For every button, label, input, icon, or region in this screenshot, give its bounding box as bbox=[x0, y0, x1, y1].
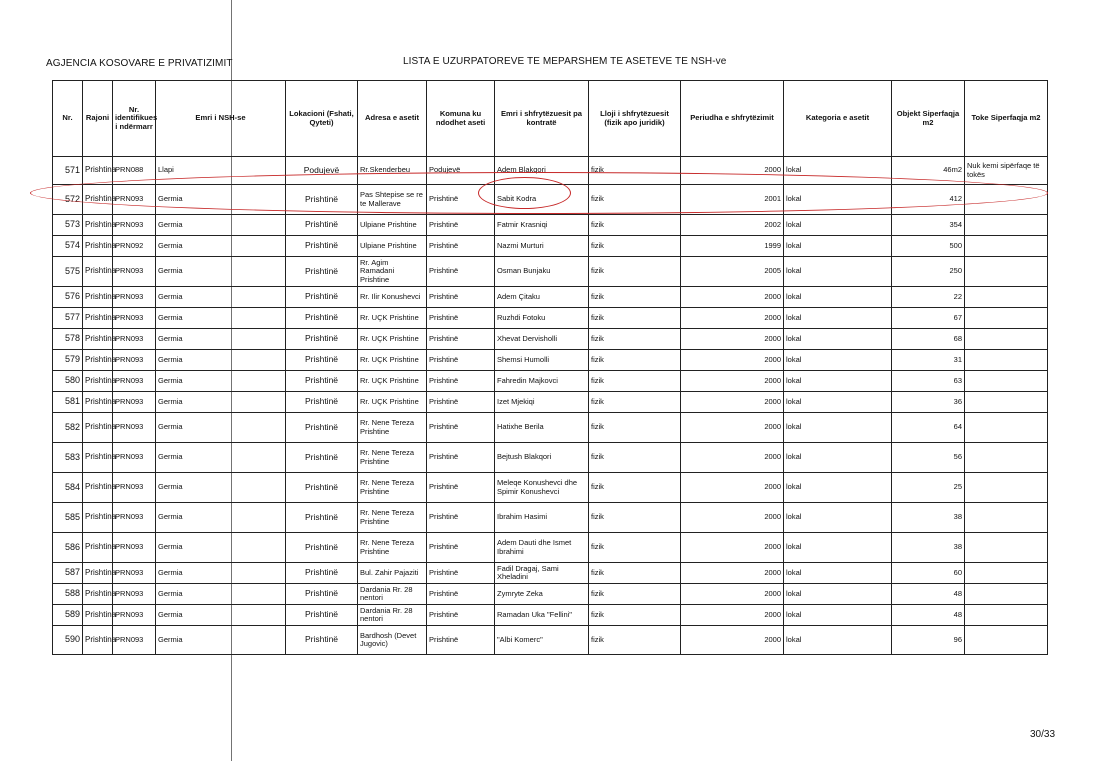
row-number: 584 bbox=[53, 473, 83, 503]
row-category: lokal bbox=[784, 413, 892, 443]
row-period: 2000 bbox=[681, 329, 784, 350]
row-user-name: Zymryte Zeka bbox=[495, 584, 589, 605]
row-category: lokal bbox=[784, 503, 892, 533]
row-period: 2000 bbox=[681, 287, 784, 308]
row-object-area: 67 bbox=[892, 308, 965, 329]
row-user-name: Xhevat Dervisholli bbox=[495, 329, 589, 350]
row-municipality: Prishtinë bbox=[427, 626, 495, 655]
table-row bbox=[53, 605, 1048, 626]
row-location: Prishtinë bbox=[286, 533, 358, 563]
row-period: 1999 bbox=[681, 236, 784, 257]
row-location: Prishtinë bbox=[286, 236, 358, 257]
row-category: lokal bbox=[784, 473, 892, 503]
row-enterprise-id: PRN093 bbox=[113, 503, 156, 533]
row-category: lokal bbox=[784, 185, 892, 215]
row-category: lokal bbox=[784, 626, 892, 655]
row-user-name: Hatixhe Berila bbox=[495, 413, 589, 443]
row-address: Dardania Rr. 28 nentori bbox=[358, 605, 427, 626]
page-number: 30/33 bbox=[1030, 729, 1056, 740]
row-address: Rr.Skenderbeu bbox=[358, 157, 427, 185]
row-land-area bbox=[965, 215, 1048, 236]
row-nsh-name: Germia bbox=[156, 563, 286, 584]
table-row bbox=[53, 563, 1048, 584]
table-row bbox=[53, 503, 1048, 533]
row-object-area: 22 bbox=[892, 287, 965, 308]
row-object-area: 38 bbox=[892, 533, 965, 563]
row-region: Prishtina bbox=[83, 605, 113, 626]
row-municipality: Prishtinë bbox=[427, 584, 495, 605]
row-region: Prishtina bbox=[83, 533, 113, 563]
row-location: Prishtinë bbox=[286, 443, 358, 473]
row-land-area bbox=[965, 605, 1048, 626]
table-row bbox=[53, 371, 1048, 392]
row-region: Prishtina bbox=[83, 503, 113, 533]
row-period: 2000 bbox=[681, 413, 784, 443]
table-row bbox=[53, 392, 1048, 413]
table-row bbox=[53, 626, 1048, 655]
row-user-name: Sabit Kodra bbox=[495, 185, 589, 215]
row-municipality: Prishtinë bbox=[427, 350, 495, 371]
row-user-type: fizik bbox=[589, 626, 681, 655]
row-user-name: Adem Blakqori bbox=[495, 157, 589, 185]
row-number: 585 bbox=[53, 503, 83, 533]
row-object-area: 46m2 bbox=[892, 157, 965, 185]
row-nsh-name: Germia bbox=[156, 413, 286, 443]
row-enterprise-id: PRN093 bbox=[113, 563, 156, 584]
row-period: 2000 bbox=[681, 308, 784, 329]
row-municipality: Prishtinë bbox=[427, 392, 495, 413]
row-user-type: fizik bbox=[589, 371, 681, 392]
row-municipality: Prishtinë bbox=[427, 473, 495, 503]
row-location: Prishtinë bbox=[286, 185, 358, 215]
row-municipality: Prishtinë bbox=[427, 605, 495, 626]
row-period: 2000 bbox=[681, 563, 784, 584]
table-row bbox=[53, 157, 1048, 185]
table-body bbox=[53, 157, 1048, 655]
row-location: Prishtinë bbox=[286, 308, 358, 329]
row-land-area bbox=[965, 308, 1048, 329]
row-municipality: Prishtinë bbox=[427, 287, 495, 308]
table-row bbox=[53, 350, 1048, 371]
column-header-object-area: Objekt Siperfaqja m2 bbox=[892, 81, 965, 157]
row-user-type: fizik bbox=[589, 413, 681, 443]
row-number: 572 bbox=[53, 185, 83, 215]
row-user-type: fizik bbox=[589, 157, 681, 185]
row-period: 2000 bbox=[681, 503, 784, 533]
row-category: lokal bbox=[784, 443, 892, 473]
row-user-type: fizik bbox=[589, 215, 681, 236]
row-object-area: 96 bbox=[892, 626, 965, 655]
table-row bbox=[53, 215, 1048, 236]
table-row bbox=[53, 257, 1048, 287]
column-header-address: Adresa e asetit bbox=[358, 81, 427, 157]
row-address: Rr. Ilir Konushevci bbox=[358, 287, 427, 308]
row-land-area bbox=[965, 626, 1048, 655]
row-category: lokal bbox=[784, 329, 892, 350]
row-number: 586 bbox=[53, 533, 83, 563]
row-category: lokal bbox=[784, 215, 892, 236]
row-region: Prishtina bbox=[83, 157, 113, 185]
row-address: Dardania Rr. 28 nentori bbox=[358, 584, 427, 605]
row-object-area: 60 bbox=[892, 563, 965, 584]
row-number: 575 bbox=[53, 257, 83, 287]
row-land-area bbox=[965, 371, 1048, 392]
row-enterprise-id: PRN093 bbox=[113, 584, 156, 605]
row-period: 2000 bbox=[681, 157, 784, 185]
row-user-name: Ruzhdi Fotoku bbox=[495, 308, 589, 329]
row-nsh-name: Germia bbox=[156, 626, 286, 655]
row-location: Prishtinë bbox=[286, 605, 358, 626]
row-municipality: Prishtinë bbox=[427, 185, 495, 215]
row-address: Bul. Zahir Pajaziti bbox=[358, 563, 427, 584]
row-location: Prishtinë bbox=[286, 257, 358, 287]
row-object-area: 63 bbox=[892, 371, 965, 392]
row-period: 2000 bbox=[681, 371, 784, 392]
row-object-area: 500 bbox=[892, 236, 965, 257]
row-enterprise-id: PRN093 bbox=[113, 473, 156, 503]
row-address: Bardhosh (Devet Jugovic) bbox=[358, 626, 427, 655]
row-object-area: 56 bbox=[892, 443, 965, 473]
table-row bbox=[53, 185, 1048, 215]
row-nsh-name: Germia bbox=[156, 185, 286, 215]
row-category: lokal bbox=[784, 236, 892, 257]
row-number: 577 bbox=[53, 308, 83, 329]
table-row bbox=[53, 236, 1048, 257]
row-number: 582 bbox=[53, 413, 83, 443]
table-row bbox=[53, 443, 1048, 473]
row-region: Prishtina bbox=[83, 215, 113, 236]
column-header-nsh-name: Emri i NSH-se bbox=[156, 81, 286, 157]
row-address: Pas Shtepise se re te Mallerave bbox=[358, 185, 427, 215]
row-user-name: Adem Çitaku bbox=[495, 287, 589, 308]
row-category: lokal bbox=[784, 257, 892, 287]
row-user-name: Fatmir Krasniqi bbox=[495, 215, 589, 236]
table-row bbox=[53, 308, 1048, 329]
row-category: lokal bbox=[784, 287, 892, 308]
row-address: Rr. Nene Tereza Prishtine bbox=[358, 473, 427, 503]
row-enterprise-id: PRN093 bbox=[113, 308, 156, 329]
table-row bbox=[53, 473, 1048, 503]
row-land-area bbox=[965, 503, 1048, 533]
row-location: Prishtinë bbox=[286, 413, 358, 443]
row-location: Prishtinë bbox=[286, 371, 358, 392]
row-enterprise-id: PRN092 bbox=[113, 236, 156, 257]
column-header-region: Rajoni bbox=[83, 81, 113, 157]
table-header-row bbox=[53, 81, 1048, 157]
row-user-name: Izet Mjekiqi bbox=[495, 392, 589, 413]
row-nsh-name: Germia bbox=[156, 533, 286, 563]
row-region: Prishtina bbox=[83, 626, 113, 655]
row-user-type: fizik bbox=[589, 329, 681, 350]
row-period: 2000 bbox=[681, 605, 784, 626]
row-municipality: Prishtinë bbox=[427, 503, 495, 533]
row-user-name: Meleqe Konushevci dhe Spimir Konushevci bbox=[495, 473, 589, 503]
row-location: Prishtinë bbox=[286, 473, 358, 503]
row-municipality: Prishtinë bbox=[427, 533, 495, 563]
row-enterprise-id: PRN093 bbox=[113, 443, 156, 473]
table-row bbox=[53, 329, 1048, 350]
row-enterprise-id: PRN093 bbox=[113, 626, 156, 655]
row-category: lokal bbox=[784, 350, 892, 371]
row-municipality: Prishtinë bbox=[427, 443, 495, 473]
column-header-user-name: Emri i shfrytëzuesit pa kontratë bbox=[495, 81, 589, 157]
row-land-area bbox=[965, 185, 1048, 215]
column-header-land-area: Toke Siperfaqja m2 bbox=[965, 81, 1048, 157]
row-nsh-name: Germia bbox=[156, 329, 286, 350]
organization-title: AGJENCIA KOSOVARE E PRIVATIZIMIT bbox=[46, 58, 233, 69]
row-user-type: fizik bbox=[589, 236, 681, 257]
row-address: Rr. UÇK Prishtine bbox=[358, 308, 427, 329]
row-nsh-name: Germia bbox=[156, 584, 286, 605]
usurpers-table bbox=[52, 80, 1048, 655]
row-location: Prishtinë bbox=[286, 626, 358, 655]
row-location: Prishtinë bbox=[286, 503, 358, 533]
row-municipality: Prishtinë bbox=[427, 413, 495, 443]
row-period: 2000 bbox=[681, 392, 784, 413]
row-location: Prishtinë bbox=[286, 584, 358, 605]
row-address: Rr. UÇK Prishtine bbox=[358, 371, 427, 392]
row-number: 583 bbox=[53, 443, 83, 473]
row-address: Ulpiane Prishtine bbox=[358, 215, 427, 236]
row-municipality: Prishtinë bbox=[427, 215, 495, 236]
row-region: Prishtina bbox=[83, 584, 113, 605]
row-user-type: fizik bbox=[589, 350, 681, 371]
row-location: Prishtinë bbox=[286, 392, 358, 413]
row-land-area bbox=[965, 257, 1048, 287]
table-row bbox=[53, 584, 1048, 605]
row-object-area: 354 bbox=[892, 215, 965, 236]
row-user-type: fizik bbox=[589, 287, 681, 308]
row-enterprise-id: PRN093 bbox=[113, 185, 156, 215]
row-category: lokal bbox=[784, 308, 892, 329]
row-object-area: 36 bbox=[892, 392, 965, 413]
row-nsh-name: Llapi bbox=[156, 157, 286, 185]
row-region: Prishtina bbox=[83, 350, 113, 371]
row-address: Rr. UÇK Prishtine bbox=[358, 392, 427, 413]
row-land-area: Nuk kemi sipërfaqe të tokës bbox=[965, 157, 1048, 185]
row-number: 589 bbox=[53, 605, 83, 626]
row-user-name: Nazmi Murturi bbox=[495, 236, 589, 257]
row-nsh-name: Germia bbox=[156, 215, 286, 236]
row-land-area bbox=[965, 473, 1048, 503]
row-address: Rr. Agim Ramadani Prishtine bbox=[358, 257, 427, 287]
row-object-area: 68 bbox=[892, 329, 965, 350]
row-period: 2002 bbox=[681, 215, 784, 236]
row-user-name: Ramadan Uka "Fellini" bbox=[495, 605, 589, 626]
column-header-enterprise-id: Nr. identifikues i ndërmarr bbox=[113, 81, 156, 157]
row-land-area bbox=[965, 563, 1048, 584]
row-number: 588 bbox=[53, 584, 83, 605]
row-municipality: Prishtinë bbox=[427, 236, 495, 257]
row-municipality: Prishtinë bbox=[427, 563, 495, 584]
column-header-category: Kategoria e asetit bbox=[784, 81, 892, 157]
row-land-area bbox=[965, 443, 1048, 473]
row-nsh-name: Germia bbox=[156, 257, 286, 287]
row-nsh-name: Germia bbox=[156, 605, 286, 626]
row-region: Prishtina bbox=[83, 473, 113, 503]
row-period: 2000 bbox=[681, 626, 784, 655]
row-user-name: Ibrahim Hasimi bbox=[495, 503, 589, 533]
row-category: lokal bbox=[784, 533, 892, 563]
row-user-type: fizik bbox=[589, 563, 681, 584]
row-address: Rr. UÇK Prishtine bbox=[358, 350, 427, 371]
row-municipality: Prishtinë bbox=[427, 371, 495, 392]
row-user-name: Osman Bunjaku bbox=[495, 257, 589, 287]
row-period: 2000 bbox=[681, 443, 784, 473]
row-land-area bbox=[965, 413, 1048, 443]
row-region: Prishtina bbox=[83, 185, 113, 215]
row-nsh-name: Germia bbox=[156, 236, 286, 257]
row-location: Prishtinë bbox=[286, 329, 358, 350]
row-number: 587 bbox=[53, 563, 83, 584]
row-enterprise-id: PRN093 bbox=[113, 605, 156, 626]
row-region: Prishtina bbox=[83, 563, 113, 584]
row-number: 571 bbox=[53, 157, 83, 185]
row-enterprise-id: PRN093 bbox=[113, 287, 156, 308]
table-row bbox=[53, 413, 1048, 443]
row-land-area bbox=[965, 584, 1048, 605]
row-enterprise-id: PRN093 bbox=[113, 533, 156, 563]
column-header-municipality: Komuna ku ndodhet aseti bbox=[427, 81, 495, 157]
row-object-area: 38 bbox=[892, 503, 965, 533]
row-number: 578 bbox=[53, 329, 83, 350]
row-user-type: fizik bbox=[589, 605, 681, 626]
row-object-area: 412 bbox=[892, 185, 965, 215]
row-municipality: Podujevë bbox=[427, 157, 495, 185]
row-object-area: 31 bbox=[892, 350, 965, 371]
row-number: 580 bbox=[53, 371, 83, 392]
row-enterprise-id: PRN093 bbox=[113, 329, 156, 350]
row-land-area bbox=[965, 392, 1048, 413]
row-region: Prishtina bbox=[83, 257, 113, 287]
row-period: 2000 bbox=[681, 350, 784, 371]
row-land-area bbox=[965, 236, 1048, 257]
row-user-name: Shemsi Humolli bbox=[495, 350, 589, 371]
row-nsh-name: Germia bbox=[156, 371, 286, 392]
row-enterprise-id: PRN093 bbox=[113, 413, 156, 443]
list-title: LISTA E UZURPATOREVE TE MEPARSHEM TE ASETEVE TE NSH-ve bbox=[403, 56, 727, 67]
row-enterprise-id: PRN093 bbox=[113, 392, 156, 413]
column-header-period: Periudha e shfrytëzimit bbox=[681, 81, 784, 157]
row-land-area bbox=[965, 533, 1048, 563]
row-region: Prishtina bbox=[83, 329, 113, 350]
row-location: Prishtinë bbox=[286, 563, 358, 584]
row-user-name: Adem Dauti dhe Ismet Ibrahimi bbox=[495, 533, 589, 563]
row-location: Prishtinë bbox=[286, 287, 358, 308]
row-object-area: 48 bbox=[892, 584, 965, 605]
row-user-type: fizik bbox=[589, 308, 681, 329]
row-address: Rr. Nene Tereza Prishtine bbox=[358, 443, 427, 473]
row-municipality: Prishtinë bbox=[427, 257, 495, 287]
row-object-area: 250 bbox=[892, 257, 965, 287]
row-region: Prishtina bbox=[83, 236, 113, 257]
row-user-name: Fahredin Majkovci bbox=[495, 371, 589, 392]
row-nsh-name: Germia bbox=[156, 503, 286, 533]
row-user-type: fizik bbox=[589, 443, 681, 473]
row-address: Rr. Nene Tereza Prishtine bbox=[358, 533, 427, 563]
row-user-type: fizik bbox=[589, 257, 681, 287]
row-nsh-name: Germia bbox=[156, 392, 286, 413]
row-number: 574 bbox=[53, 236, 83, 257]
row-region: Prishtina bbox=[83, 443, 113, 473]
column-header-location: Lokacioni (Fshati, Qyteti) bbox=[286, 81, 358, 157]
row-user-type: fizik bbox=[589, 503, 681, 533]
row-enterprise-id: PRN093 bbox=[113, 215, 156, 236]
row-nsh-name: Germia bbox=[156, 473, 286, 503]
row-region: Prishtina bbox=[83, 392, 113, 413]
row-enterprise-id: PRN088 bbox=[113, 157, 156, 185]
row-municipality: Prishtinë bbox=[427, 308, 495, 329]
row-region: Prishtina bbox=[83, 371, 113, 392]
row-object-area: 25 bbox=[892, 473, 965, 503]
row-period: 2000 bbox=[681, 473, 784, 503]
row-user-type: fizik bbox=[589, 185, 681, 215]
row-category: lokal bbox=[784, 563, 892, 584]
row-enterprise-id: PRN093 bbox=[113, 257, 156, 287]
row-period: 2005 bbox=[681, 257, 784, 287]
row-location: Prishtinë bbox=[286, 215, 358, 236]
row-period: 2000 bbox=[681, 584, 784, 605]
row-object-area: 64 bbox=[892, 413, 965, 443]
row-period: 2000 bbox=[681, 533, 784, 563]
row-address: Ulpiane Prishtine bbox=[358, 236, 427, 257]
row-address: Rr. UÇK Prishtine bbox=[358, 329, 427, 350]
row-land-area bbox=[965, 350, 1048, 371]
row-object-area: 48 bbox=[892, 605, 965, 626]
row-number: 573 bbox=[53, 215, 83, 236]
column-header-user-type: Lloji i shfrytëzuesit (fizik apo juridik) bbox=[589, 81, 681, 157]
row-nsh-name: Germia bbox=[156, 308, 286, 329]
row-enterprise-id: PRN093 bbox=[113, 350, 156, 371]
row-location: Podujevë bbox=[286, 157, 358, 185]
column-header-nr: Nr. bbox=[53, 81, 83, 157]
row-user-type: fizik bbox=[589, 392, 681, 413]
row-user-type: fizik bbox=[589, 473, 681, 503]
row-number: 590 bbox=[53, 626, 83, 655]
table-row bbox=[53, 533, 1048, 563]
row-category: lokal bbox=[784, 584, 892, 605]
row-region: Prishtina bbox=[83, 287, 113, 308]
table-row bbox=[53, 287, 1048, 308]
row-nsh-name: Germia bbox=[156, 350, 286, 371]
row-category: lokal bbox=[784, 392, 892, 413]
row-enterprise-id: PRN093 bbox=[113, 371, 156, 392]
row-category: lokal bbox=[784, 157, 892, 185]
row-land-area bbox=[965, 329, 1048, 350]
row-nsh-name: Germia bbox=[156, 443, 286, 473]
row-number: 576 bbox=[53, 287, 83, 308]
row-region: Prishtina bbox=[83, 413, 113, 443]
row-land-area bbox=[965, 287, 1048, 308]
row-user-name: Bejtush Blakqori bbox=[495, 443, 589, 473]
row-period: 2001 bbox=[681, 185, 784, 215]
row-category: lokal bbox=[784, 605, 892, 626]
row-address: Rr. Nene Tereza Prishtine bbox=[358, 413, 427, 443]
row-location: Prishtinë bbox=[286, 350, 358, 371]
row-address: Rr. Nene Tereza Prishtine bbox=[358, 503, 427, 533]
row-number: 581 bbox=[53, 392, 83, 413]
row-nsh-name: Germia bbox=[156, 287, 286, 308]
row-category: lokal bbox=[784, 371, 892, 392]
row-region: Prishtina bbox=[83, 308, 113, 329]
row-user-type: fizik bbox=[589, 584, 681, 605]
row-municipality: Prishtinë bbox=[427, 329, 495, 350]
row-user-type: fizik bbox=[589, 533, 681, 563]
row-user-name: Fadil Dragaj, Sami Xheladini bbox=[495, 563, 589, 584]
row-number: 579 bbox=[53, 350, 83, 371]
row-user-name: "Albi Komerc" bbox=[495, 626, 589, 655]
